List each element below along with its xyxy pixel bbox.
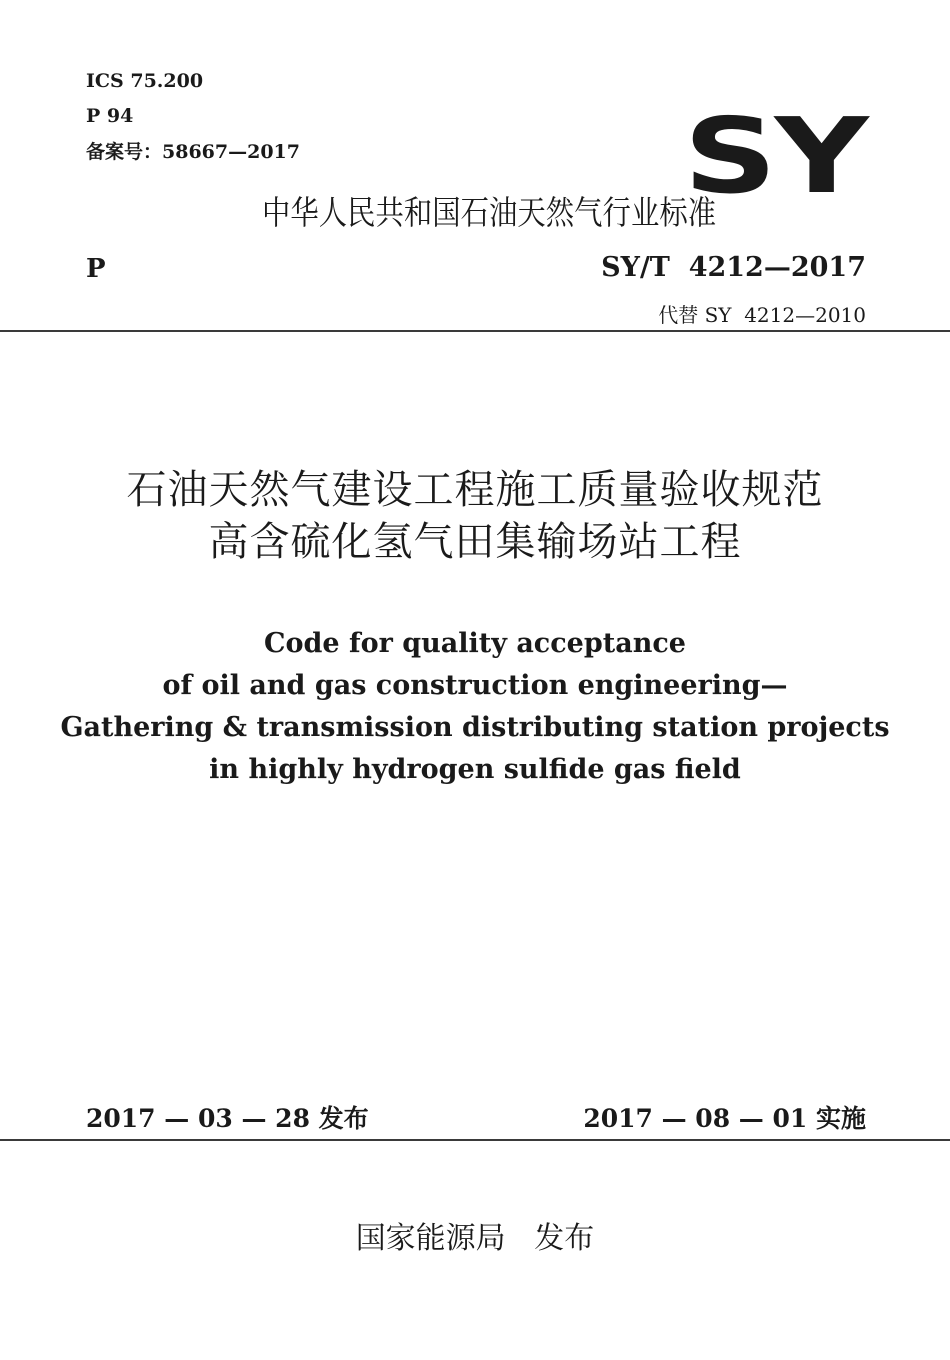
classification-code: P 94 [86, 105, 134, 127]
footer-divider [0, 1139, 950, 1141]
title-cn-line1: 石油天然气建设工程施工质量验收规范 [126, 467, 824, 513]
publisher: 国家能源局 发布 [355, 1221, 595, 1256]
title-en-line1: Code for quality acceptance [264, 628, 686, 659]
issue-date: 2017 — 03 — 28 发布 [86, 1104, 369, 1133]
standard-number: SY/T 4212—2017 [601, 252, 866, 283]
title-en-line3: Gathering & transmission distributing station projects [60, 712, 890, 743]
ics-code: ICS 75.200 [86, 70, 204, 92]
header-divider [0, 330, 950, 332]
implementation-date: 2017 — 08 — 01 实施 [583, 1104, 866, 1133]
title-en-line4: in highly hydrogen sulfide gas field [209, 754, 741, 785]
industry-standard-heading: 中华人民共和国石油天然气行业标准 [262, 193, 717, 232]
filing-number: 备案号：58667—2017 [86, 141, 300, 163]
title-en-line2: of oil and gas construction engineering— [162, 670, 788, 701]
sy-logo: SY [683, 95, 866, 217]
category-letter: P [86, 254, 106, 284]
title-cn-line2: 高含硫化氢气田集输场站工程 [208, 519, 742, 565]
replaces-standard: 代替 SY 4212—2010 [658, 303, 866, 327]
